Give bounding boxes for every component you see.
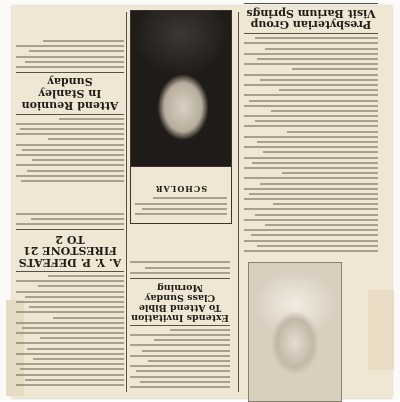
article-body-lines — [16, 118, 124, 182]
headline-attend-reunion: Attend Reunion In Stanley Sunday — [21, 75, 119, 112]
article-bible-class — [130, 226, 230, 392]
article-body-lines — [130, 262, 230, 274]
headline-rule — [130, 278, 230, 279]
scholar-caption — [135, 171, 227, 219]
article-body-lines — [244, 37, 378, 252]
scholar-label: SCHOLAR — [154, 184, 208, 195]
headline-presbyterian-group: Presbyterian Group Visit Barium Springs — [246, 6, 376, 32]
article-body-lines — [16, 213, 124, 225]
headline-rule — [130, 325, 230, 326]
headline-bible-class: Extends Invitation To Attend Bible Class Sunday Morning — [131, 281, 229, 323]
column-divider — [238, 12, 239, 392]
article-presbyterian-group — [244, 6, 378, 256]
portrait-photo — [248, 262, 342, 402]
article-attend-reunion — [16, 10, 124, 186]
headline-rule — [16, 271, 124, 272]
headline-rule — [244, 3, 378, 4]
headline-ayp-defeats: A. Y. P. DEFEATS FIRESTONE 21 TO 2 — [18, 232, 122, 269]
headline-rule — [244, 33, 378, 34]
article-ayp-defeats-firestone — [16, 190, 124, 390]
headline-rule — [16, 72, 124, 73]
caption-body-lines — [135, 197, 227, 215]
article-body-lines — [130, 329, 230, 388]
column-divider — [126, 12, 127, 392]
scholar-caption-box — [130, 166, 232, 224]
headline-rule — [16, 114, 124, 115]
scholar-photo — [130, 10, 232, 167]
article-body-lines — [16, 275, 124, 386]
clipping-fold-right — [368, 290, 394, 370]
article-body-lines — [16, 40, 124, 68]
headline-rule — [16, 229, 124, 230]
